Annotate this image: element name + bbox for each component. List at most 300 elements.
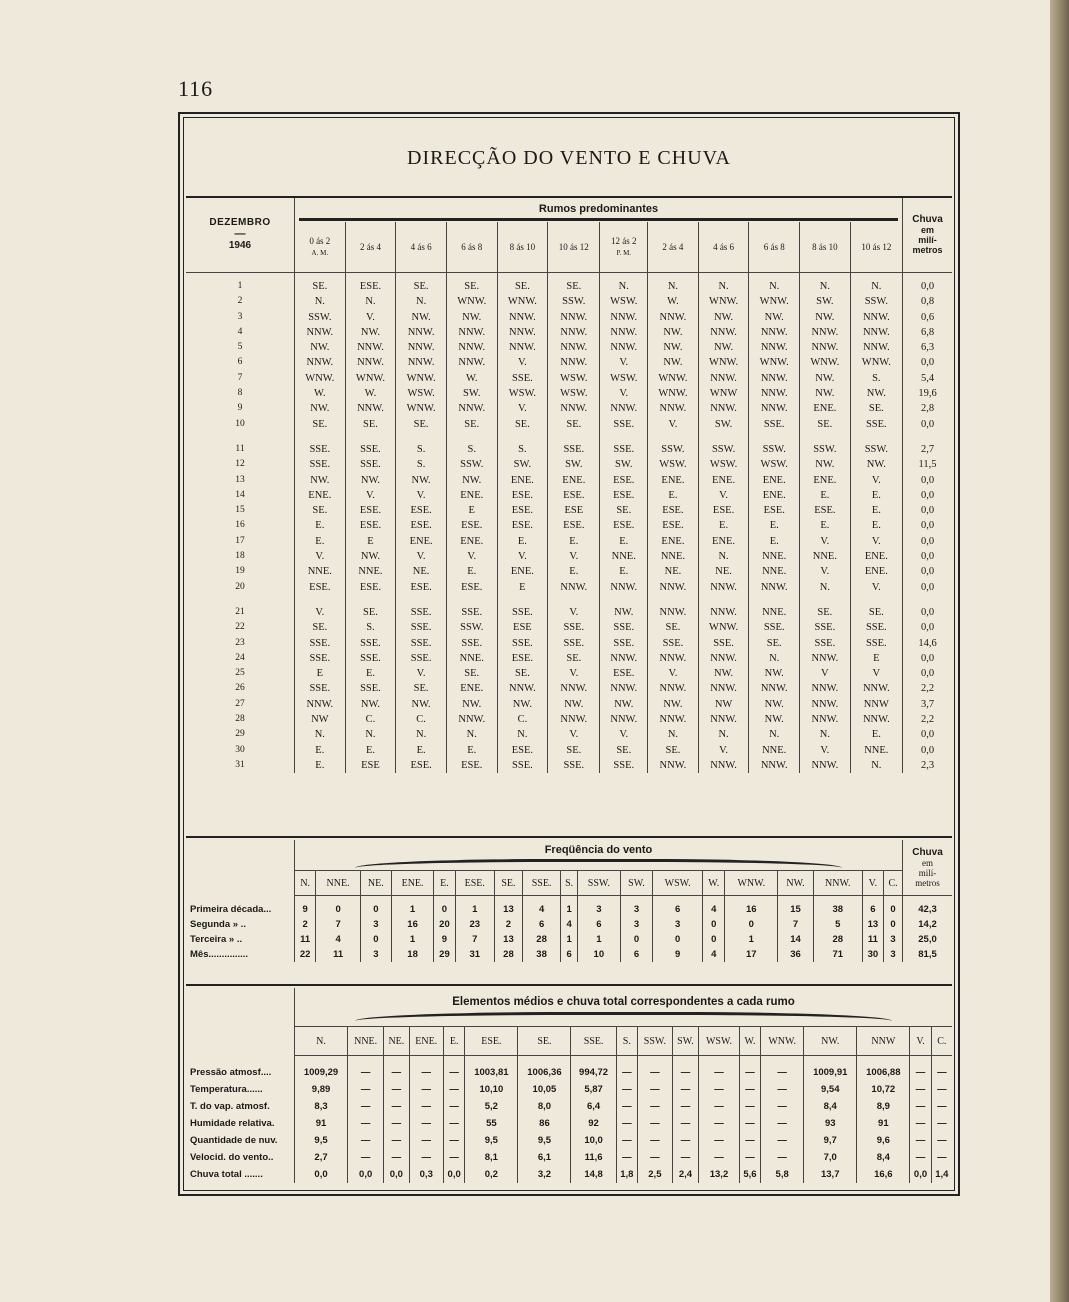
table-row bbox=[186, 310, 952, 325]
direction-cell: SW. bbox=[800, 294, 851, 309]
freq-cell: 38 bbox=[813, 902, 862, 917]
means-cell: 5,8 bbox=[761, 1166, 804, 1183]
direction-cell: E. bbox=[698, 518, 749, 533]
means-cell: 9,5 bbox=[518, 1132, 571, 1149]
freq-cell: 0 bbox=[725, 917, 778, 932]
direction-cell: NNW. bbox=[648, 712, 699, 727]
interval-label: 2 ás 4 bbox=[359, 242, 381, 252]
day-cell: 28 bbox=[235, 714, 245, 725]
means-cell: — bbox=[761, 1149, 804, 1166]
direction-cell: V. bbox=[548, 666, 600, 681]
table-row bbox=[186, 371, 952, 386]
direction-cell: NW. bbox=[345, 325, 396, 340]
direction-cell: NW bbox=[295, 712, 346, 727]
table-row bbox=[186, 564, 952, 579]
direction-cell: ESE. bbox=[396, 580, 447, 595]
direction-cell: NNW. bbox=[446, 712, 497, 727]
direction-cell: SE. bbox=[446, 666, 497, 681]
rain-cell: 0,0 bbox=[903, 743, 953, 758]
gap-cell bbox=[409, 1056, 443, 1065]
direction-cell: NNW. bbox=[295, 355, 346, 370]
direction-cell: ESE. bbox=[396, 503, 447, 518]
direction-cell: NNW. bbox=[396, 340, 447, 355]
direction-cell: V. bbox=[850, 580, 902, 595]
day-cell: 29 bbox=[235, 729, 245, 740]
means-cell: — bbox=[910, 1115, 931, 1132]
freq-cell: 36 bbox=[778, 947, 814, 962]
gap-cell bbox=[600, 595, 648, 605]
freq-cell: 13 bbox=[494, 932, 522, 947]
direction-cell: E. bbox=[548, 564, 600, 579]
direction-cell: SSW. bbox=[749, 442, 800, 457]
direction-cell: WNW. bbox=[446, 294, 497, 309]
direction-cell: NNE. bbox=[345, 564, 396, 579]
means-cell: 5,6 bbox=[739, 1166, 760, 1183]
interval-header bbox=[648, 222, 699, 273]
means-cell: — bbox=[637, 1098, 672, 1115]
freq-cell: 15 bbox=[778, 902, 814, 917]
direction-header: WNW. bbox=[761, 1027, 804, 1056]
direction-cell: NNW. bbox=[800, 681, 851, 696]
freq-cell: 1 bbox=[391, 902, 433, 917]
book-spine bbox=[1050, 0, 1069, 1302]
rain-cell: 0,0 bbox=[903, 580, 953, 595]
means-cell: 1009,91 bbox=[804, 1064, 857, 1081]
direction-cell: V. bbox=[345, 310, 396, 325]
freq-cell: 14 bbox=[778, 932, 814, 947]
direction-cell: SSE. bbox=[345, 681, 396, 696]
direction-cell: ENE. bbox=[497, 473, 548, 488]
table-row bbox=[186, 697, 952, 712]
table-row bbox=[186, 727, 952, 742]
means-cell: — bbox=[931, 1149, 952, 1166]
direction-cell: SSW. bbox=[295, 310, 346, 325]
direction-cell: V. bbox=[396, 549, 447, 564]
direction-cell: WSW. bbox=[648, 457, 699, 472]
table-row bbox=[186, 712, 952, 727]
direction-cell: NNW. bbox=[648, 681, 699, 696]
row-label: Chuva total ....... bbox=[190, 1169, 263, 1180]
direction-cell: ESE. bbox=[345, 279, 396, 294]
direction-cell: SSE. bbox=[600, 417, 648, 432]
direction-cell: WNW. bbox=[295, 371, 346, 386]
direction-cell: SSE. bbox=[396, 636, 447, 651]
freq-header-cell bbox=[295, 840, 903, 871]
direction-cell: V. bbox=[600, 386, 648, 401]
freq-cell: 3 bbox=[653, 917, 703, 932]
means-cell: 10,0 bbox=[571, 1132, 616, 1149]
means-header-cell bbox=[295, 988, 953, 1027]
direction-cell: SSE. bbox=[396, 651, 447, 666]
direction-cell: E. bbox=[446, 564, 497, 579]
direction-cell: NW. bbox=[698, 666, 749, 681]
interval-header bbox=[345, 222, 396, 273]
freq-cell: 11 bbox=[316, 947, 360, 962]
direction-cell: SSE. bbox=[698, 636, 749, 651]
direction-header: WSW. bbox=[653, 871, 703, 896]
direction-cell: N. bbox=[850, 758, 902, 773]
direction-cell: SSW. bbox=[850, 294, 902, 309]
direction-cell: NNW. bbox=[749, 371, 800, 386]
day-cell: 24 bbox=[235, 652, 245, 663]
direction-cell: SSE. bbox=[295, 442, 346, 457]
rain-header-line: milí- bbox=[918, 867, 937, 878]
interval-label: 0 ás 2 bbox=[309, 236, 331, 246]
table-row bbox=[186, 457, 952, 472]
direction-cell: E. bbox=[749, 518, 800, 533]
row-label: Quantidade de nuv. bbox=[190, 1135, 278, 1146]
table-row bbox=[186, 503, 952, 518]
direction-cell: NW. bbox=[800, 371, 851, 386]
rain-cell: 0,0 bbox=[903, 417, 953, 432]
direction-cell: WSW. bbox=[548, 371, 600, 386]
means-cell: — bbox=[443, 1132, 464, 1149]
freq-cell: 3 bbox=[884, 932, 903, 947]
direction-cell: E bbox=[850, 651, 902, 666]
direction-cell: SSE. bbox=[446, 605, 497, 620]
table-row bbox=[186, 651, 952, 666]
direction-cell: S. bbox=[850, 371, 902, 386]
freq-cell: 4 bbox=[316, 932, 360, 947]
freq-cell: 4 bbox=[561, 917, 578, 932]
rain-cell: 25,0 bbox=[903, 932, 953, 947]
table-frame bbox=[178, 112, 960, 1196]
direction-cell: NW. bbox=[548, 697, 600, 712]
direction-cell: E. bbox=[749, 534, 800, 549]
gap-cell bbox=[443, 1056, 464, 1065]
section-divider bbox=[186, 836, 952, 838]
interval-header bbox=[295, 222, 346, 273]
means-cell: — bbox=[409, 1132, 443, 1149]
means-cell: 10,05 bbox=[518, 1081, 571, 1098]
direction-cell: SSW. bbox=[850, 442, 902, 457]
day-cell: 7 bbox=[237, 372, 243, 383]
direction-cell: SE. bbox=[345, 605, 396, 620]
direction-header: ESE. bbox=[455, 871, 494, 896]
direction-cell: NW. bbox=[749, 310, 800, 325]
day-cell: 6 bbox=[237, 357, 243, 368]
interval-header bbox=[698, 222, 749, 273]
direction-cell: ESE. bbox=[600, 488, 648, 503]
direction-cell: NNW. bbox=[600, 712, 648, 727]
direction-cell: NNE. bbox=[850, 743, 902, 758]
direction-cell: NW. bbox=[446, 310, 497, 325]
rain-cell: 14,6 bbox=[903, 636, 953, 651]
direction-cell: SE. bbox=[600, 503, 648, 518]
direction-cell: NNW. bbox=[446, 401, 497, 416]
direction-cell: SE. bbox=[850, 401, 902, 416]
means-cell: — bbox=[637, 1132, 672, 1149]
means-cell: — bbox=[384, 1098, 409, 1115]
direction-cell: V bbox=[800, 666, 851, 681]
direction-cell: NNW. bbox=[548, 325, 600, 340]
rain-cell: 2,2 bbox=[903, 681, 953, 696]
means-cell: — bbox=[348, 1098, 384, 1115]
table-row bbox=[186, 401, 952, 416]
direction-header: SE. bbox=[518, 1027, 571, 1056]
direction-cell: N. bbox=[295, 727, 346, 742]
gap-cell bbox=[800, 432, 851, 442]
gap-cell bbox=[295, 595, 346, 605]
direction-cell: N. bbox=[800, 727, 851, 742]
interval-header bbox=[600, 222, 648, 273]
direction-cell: ESE. bbox=[497, 518, 548, 533]
direction-cell: N. bbox=[698, 549, 749, 564]
rain-cell: 0,0 bbox=[903, 605, 953, 620]
means-cell: 8,4 bbox=[804, 1098, 857, 1115]
freq-cell: 1 bbox=[455, 902, 494, 917]
means-cell: — bbox=[672, 1115, 698, 1132]
means-cell: 1003,81 bbox=[465, 1064, 518, 1081]
direction-cell: NNW. bbox=[497, 310, 548, 325]
day-cell: 1 bbox=[237, 281, 243, 291]
direction-header: NE. bbox=[384, 1027, 409, 1056]
direction-cell: NNW. bbox=[446, 340, 497, 355]
direction-cell: NNW. bbox=[600, 651, 648, 666]
means-cell: — bbox=[616, 1149, 637, 1166]
means-cell: — bbox=[443, 1149, 464, 1166]
month-header-cell bbox=[186, 198, 295, 273]
direction-cell: NW. bbox=[345, 549, 396, 564]
means-cell: — bbox=[699, 1149, 740, 1166]
interval-label: 6 ás 8 bbox=[763, 242, 785, 252]
freq-cell: 4 bbox=[522, 902, 560, 917]
gap-cell bbox=[384, 1056, 409, 1065]
direction-header: NW. bbox=[778, 871, 814, 896]
direction-cell: NNW. bbox=[548, 712, 600, 727]
direction-cell: SSW. bbox=[446, 457, 497, 472]
means-cell: 8,1 bbox=[465, 1149, 518, 1166]
freq-cell: 4 bbox=[703, 947, 725, 962]
direction-header: NNW. bbox=[813, 871, 862, 896]
direction-cell: WNW. bbox=[396, 401, 447, 416]
direction-cell: ENE. bbox=[749, 488, 800, 503]
direction-cell: E. bbox=[850, 727, 902, 742]
direction-cell: SSE. bbox=[800, 636, 851, 651]
direction-cell: E. bbox=[850, 518, 902, 533]
direction-cell: SE. bbox=[295, 620, 346, 635]
freq-header: Freqüência do vento bbox=[544, 843, 653, 856]
direction-cell: NNW. bbox=[698, 325, 749, 340]
means-cell: 6,4 bbox=[571, 1098, 616, 1115]
day-cell: 23 bbox=[235, 637, 245, 648]
title-box bbox=[186, 120, 952, 198]
direction-cell: SSE. bbox=[648, 636, 699, 651]
year-label: 1946 bbox=[228, 240, 252, 251]
direction-cell: NNW. bbox=[698, 758, 749, 773]
table-row bbox=[186, 636, 952, 651]
direction-header: NE. bbox=[360, 871, 391, 896]
freq-cell: 0 bbox=[434, 902, 455, 917]
direction-cell: V. bbox=[446, 549, 497, 564]
direction-header: SE. bbox=[494, 871, 522, 896]
direction-header: E. bbox=[434, 871, 455, 896]
interval-label: 10 ás 12 bbox=[861, 242, 892, 252]
direction-cell: N. bbox=[749, 727, 800, 742]
means-row bbox=[186, 1081, 952, 1098]
means-cell: 8,3 bbox=[295, 1098, 348, 1115]
means-cell: 1009,29 bbox=[295, 1064, 348, 1081]
direction-cell: V. bbox=[600, 355, 648, 370]
direction-cell: W. bbox=[345, 386, 396, 401]
interval-label: 4 ás 6 bbox=[410, 242, 432, 252]
means-cell: 16,6 bbox=[857, 1166, 910, 1183]
freq-cell: 22 bbox=[295, 947, 316, 962]
direction-header: S. bbox=[561, 871, 578, 896]
direction-cell: E. bbox=[446, 743, 497, 758]
rain-cell: 14,2 bbox=[903, 917, 953, 932]
means-cell: — bbox=[699, 1132, 740, 1149]
freq-cell: 6 bbox=[862, 902, 883, 917]
table-row bbox=[186, 279, 952, 294]
direction-header: WSW. bbox=[699, 1027, 740, 1056]
page-number: 116 bbox=[178, 76, 214, 101]
direction-header: C. bbox=[931, 1027, 952, 1056]
direction-cell: V. bbox=[800, 564, 851, 579]
means-row bbox=[186, 1098, 952, 1115]
means-cell: — bbox=[761, 1132, 804, 1149]
direction-cell: WSW. bbox=[497, 386, 548, 401]
means-cell: — bbox=[699, 1064, 740, 1081]
gap-cell bbox=[548, 595, 600, 605]
direction-cell: NNW. bbox=[850, 712, 902, 727]
freq-cell: 0 bbox=[360, 902, 391, 917]
header-rule bbox=[299, 218, 898, 221]
gap-row bbox=[186, 595, 952, 605]
direction-cell: NNW. bbox=[497, 681, 548, 696]
direction-cell: NNW. bbox=[648, 605, 699, 620]
direction-cell: NNW. bbox=[749, 758, 800, 773]
interval-period: P. M. bbox=[616, 249, 632, 257]
freq-header-row bbox=[186, 840, 952, 871]
direction-header: C. bbox=[884, 871, 903, 896]
freq-cell: 38 bbox=[522, 947, 560, 962]
direction-cell: WNW. bbox=[396, 371, 447, 386]
means-cell: — bbox=[672, 1132, 698, 1149]
direction-cell: S. bbox=[446, 442, 497, 457]
direction-cell: W. bbox=[295, 386, 346, 401]
direction-cell: ENE. bbox=[800, 401, 851, 416]
direction-cell: W. bbox=[648, 294, 699, 309]
freq-columns-row bbox=[186, 871, 952, 896]
direction-cell: E bbox=[446, 503, 497, 518]
direction-cell: NNW. bbox=[800, 651, 851, 666]
direction-cell: NNW. bbox=[600, 681, 648, 696]
direction-cell: NW. bbox=[345, 473, 396, 488]
direction-cell: NE. bbox=[698, 564, 749, 579]
table-row bbox=[186, 549, 952, 564]
freq-cell: 1 bbox=[391, 932, 433, 947]
direction-cell: V. bbox=[850, 473, 902, 488]
row-label: Humidade relativa. bbox=[190, 1118, 275, 1129]
direction-cell: NW. bbox=[497, 697, 548, 712]
means-cell: — bbox=[616, 1064, 637, 1081]
direction-cell: V. bbox=[648, 666, 699, 681]
direction-cell: ENE. bbox=[648, 534, 699, 549]
direction-cell: NNW. bbox=[600, 310, 648, 325]
direction-cell: NNW. bbox=[295, 325, 346, 340]
direction-cell: N. bbox=[800, 279, 851, 294]
gap-cell bbox=[446, 432, 497, 442]
direction-cell: WSW. bbox=[396, 386, 447, 401]
rain-header-line: Chuva bbox=[912, 214, 943, 225]
freq-cell: 1 bbox=[561, 932, 578, 947]
means-row bbox=[186, 1115, 952, 1132]
means-cell: — bbox=[409, 1098, 443, 1115]
means-cell: 0,0 bbox=[443, 1166, 464, 1183]
freq-cell: 9 bbox=[434, 932, 455, 947]
direction-cell: NW. bbox=[345, 697, 396, 712]
rain-cell: 6,3 bbox=[903, 340, 953, 355]
direction-cell: SSE. bbox=[850, 417, 902, 432]
freq-cell: 9 bbox=[295, 902, 316, 917]
direction-cell: ENE. bbox=[446, 534, 497, 549]
freq-cell: 3 bbox=[360, 917, 391, 932]
direction-cell: ENE. bbox=[497, 564, 548, 579]
day-cell: 25 bbox=[235, 668, 245, 679]
gap-cell bbox=[698, 595, 749, 605]
freq-cell: 30 bbox=[862, 947, 883, 962]
direction-cell: SSE. bbox=[396, 620, 447, 635]
rain-cell: 5,4 bbox=[903, 371, 953, 386]
rain-cell: 0,0 bbox=[903, 473, 953, 488]
interval-label: 10 ás 12 bbox=[558, 242, 589, 252]
means-cell: 9,6 bbox=[857, 1132, 910, 1149]
rain-cell: 0,0 bbox=[903, 534, 953, 549]
direction-cell: ENE. bbox=[800, 473, 851, 488]
direction-cell: NNW. bbox=[648, 401, 699, 416]
direction-cell: SE. bbox=[548, 279, 600, 294]
means-cell: — bbox=[409, 1081, 443, 1098]
interval-label: 12 ás 2 bbox=[611, 236, 637, 246]
freq-cell: 20 bbox=[434, 917, 455, 932]
direction-cell: ESE. bbox=[345, 503, 396, 518]
direction-cell: NNW. bbox=[850, 310, 902, 325]
direction-cell: NNW. bbox=[648, 758, 699, 773]
means-cell: 9,7 bbox=[804, 1132, 857, 1149]
direction-cell: NW. bbox=[698, 310, 749, 325]
gap-cell bbox=[903, 595, 953, 605]
rain-cell: 0,0 bbox=[903, 549, 953, 564]
freq-cell: 6 bbox=[561, 947, 578, 962]
direction-cell: E. bbox=[800, 488, 851, 503]
means-cell: — bbox=[761, 1115, 804, 1132]
direction-cell: SSE. bbox=[749, 417, 800, 432]
direction-cell: NW. bbox=[295, 473, 346, 488]
direction-cell: SE. bbox=[295, 417, 346, 432]
means-cell: — bbox=[910, 1149, 931, 1166]
gap-cell bbox=[600, 432, 648, 442]
direction-cell: NW. bbox=[446, 697, 497, 712]
header-row bbox=[186, 198, 952, 222]
direction-header: WNW. bbox=[725, 871, 778, 896]
direction-cell: NNW. bbox=[600, 325, 648, 340]
freq-cell: 13 bbox=[494, 902, 522, 917]
means-cell: — bbox=[616, 1132, 637, 1149]
direction-cell: NW. bbox=[749, 697, 800, 712]
rain-cell: 0,0 bbox=[903, 279, 953, 294]
table-row bbox=[186, 355, 952, 370]
interval-label: 8 ás 10 bbox=[812, 242, 838, 252]
interval-label: 6 ás 8 bbox=[461, 242, 483, 252]
direction-cell: SE. bbox=[850, 605, 902, 620]
rain-cell: 2,3 bbox=[903, 758, 953, 773]
direction-cell: NNW. bbox=[396, 325, 447, 340]
means-cell: — bbox=[409, 1149, 443, 1166]
direction-cell: NNE. bbox=[749, 605, 800, 620]
means-cell: — bbox=[672, 1098, 698, 1115]
day-cell: 10 bbox=[235, 418, 245, 429]
